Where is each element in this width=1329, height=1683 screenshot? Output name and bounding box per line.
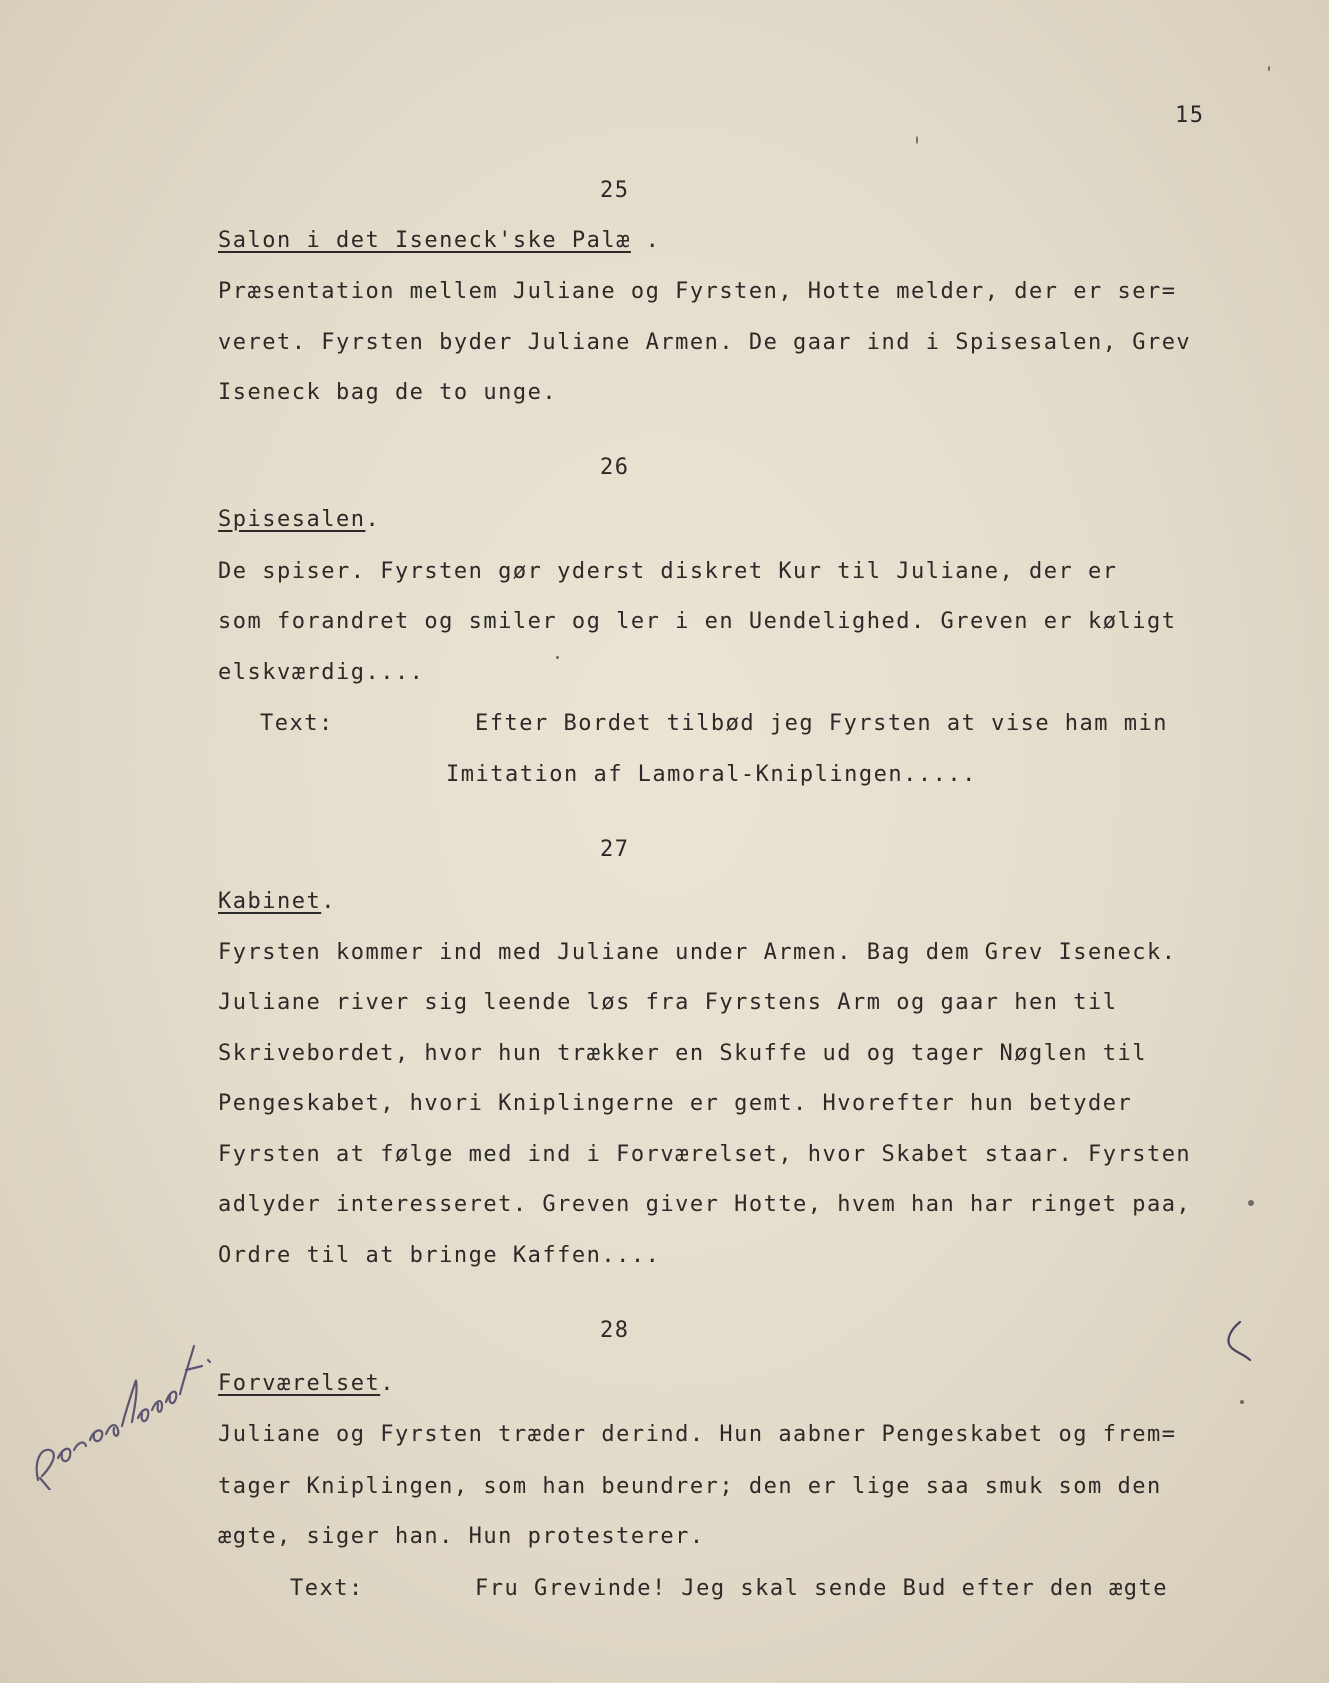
paper-speck [556, 656, 559, 659]
scene-heading-title: Forværelset [218, 1371, 381, 1396]
text-line: adlyder interesseret. Greven giver Hotte, hvem han har ringet paa, [218, 1192, 1192, 1217]
text-line: Ordre til at bringe Kaffen.... [218, 1243, 661, 1268]
scene-heading [218, 228, 660, 253]
text-line: Fyrsten kommer ind med Juliane under Armen. Bag dem Grev Iseneck. [218, 940, 1177, 965]
handwritten-mark [1218, 1318, 1258, 1368]
text-line: Iseneck bag de to unge. [218, 380, 558, 405]
scene-number: 26 [600, 455, 630, 480]
scene-heading-suffix: . [365, 507, 381, 532]
scene-number: 27 [600, 837, 630, 862]
scene-heading-title: Salon i det Iseneck'ske Palæ [218, 228, 631, 253]
text-line: ægte, siger han. Hun protesterer. [218, 1524, 705, 1549]
text-line: Juliane og Fyrsten træder derind. Hun aabner Pengeskabet og frem= [218, 1422, 1177, 1447]
scene-heading [218, 889, 336, 914]
text-line: Skrivebordet, hvor hun trækker en Skuffe ud og tager Nøglen til [218, 1041, 1147, 1066]
scene-heading-suffix: . [380, 1371, 395, 1396]
scene-number: 28 [600, 1318, 630, 1343]
text-line: som forandret og smiler og ler i en Uendelighed. Greven er køligt [218, 609, 1177, 634]
paper-speck [1240, 1400, 1244, 1404]
paper-speck [1248, 1200, 1254, 1206]
text-label: Text: [260, 711, 334, 736]
text-label: Text: [290, 1576, 364, 1601]
text-line: Fyrsten at følge med ind i Forværelset, hvor Skabet staar. Fyrsten [218, 1142, 1192, 1167]
scene-number: 25 [600, 178, 630, 203]
text-line: elskværdig.... [218, 660, 425, 685]
intertitle-line: Efter Bordet tilbød jeg Fyrsten at vise ham min [475, 711, 1169, 736]
scene-heading [218, 1371, 395, 1396]
handwritten-note [20, 1330, 220, 1490]
intertitle-line: Fru Grevinde! Jeg skal sende Bud efter den ægte [475, 1576, 1169, 1601]
text-line: Juliane river sig leende løs fra Fyrstens Arm og gaar hen til [218, 990, 1118, 1015]
scene-heading [218, 507, 380, 532]
text-line: tager Kniplingen, som han beundrer; den er lige saa smuk som den [218, 1474, 1162, 1499]
text-line: veret. Fyrsten byder Juliane Armen. De gaar ind i Spisesalen, Grev [218, 330, 1192, 355]
page-number: 15 [1175, 103, 1205, 128]
scene-heading-title: Kabinet [218, 889, 322, 914]
intertitle-line: Imitation af Lamoral-Kniplingen..... [446, 762, 977, 787]
scene-heading-suffix: . [321, 889, 336, 914]
paper-speck [1268, 66, 1270, 71]
text-line: Pengeskabet, hvori Kniplingerne er gemt. Hvorefter hun betyder [218, 1091, 1133, 1116]
text-line: Præsentation mellem Juliane og Fyrsten, Hotte melder, der er ser= [218, 279, 1177, 304]
text-line: De spiser. Fyrsten gør yderst diskret Kur til Juliane, der er [218, 559, 1118, 584]
paper-speck [916, 136, 918, 144]
scene-heading-suffix: . [630, 228, 661, 253]
scene-heading-title: Spisesalen [218, 507, 366, 532]
